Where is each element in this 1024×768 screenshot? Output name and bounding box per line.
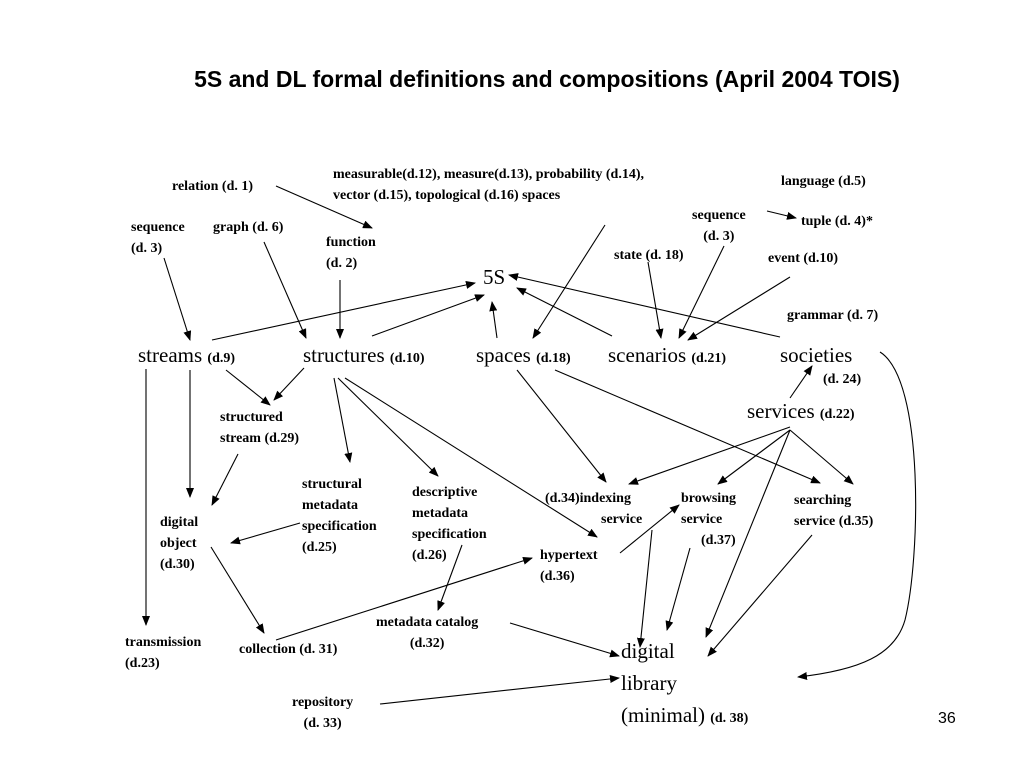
node-collection — [239, 639, 337, 660]
searching-line-1: searching — [794, 493, 852, 508]
node-structural-metadata — [302, 474, 377, 558]
arrow-metadata-catalog-to-digital-library — [510, 623, 619, 656]
node-indexing-service — [545, 488, 642, 530]
arrow-structures-to-structured-stream — [274, 368, 304, 400]
node-browsing-service — [681, 488, 736, 551]
digital-object-line-3: (d.30) — [160, 557, 195, 572]
arrow-streams-to-structured-stream — [226, 370, 270, 405]
node-descriptive-metadata — [412, 482, 487, 566]
tuple-label: tuple (d. 4)* — [801, 214, 873, 229]
metadata-catalog-line-1: metadata catalog — [376, 615, 479, 630]
arrow-sequence-to-language — [767, 211, 796, 218]
node-language — [781, 171, 866, 192]
indexing-line-2: service — [601, 512, 643, 527]
sequence-left-line-2: (d. 3) — [131, 241, 163, 256]
descriptive-md-line-4: (d.26) — [412, 548, 447, 563]
structural-md-line-1: structural — [302, 477, 362, 492]
spaces-def: (d.18) — [536, 351, 571, 366]
descriptive-md-line-1: descriptive — [412, 485, 478, 500]
node-repository — [292, 692, 353, 734]
function-line-1: function — [326, 235, 376, 250]
node-measurable-spaces — [333, 164, 644, 206]
node-societies — [780, 340, 852, 370]
node-hypertext — [540, 545, 598, 587]
transmission-line-2: (d.23) — [125, 656, 160, 671]
arrow-state-to-scenarios — [648, 262, 661, 338]
digital-object-line-1: digital — [160, 515, 199, 530]
arrow-event-to-scenarios — [688, 277, 790, 340]
structures-name: structures — [303, 343, 385, 367]
dl-def: (d. 38) — [710, 711, 749, 726]
node-scenarios — [608, 340, 726, 374]
node-searching-service — [794, 490, 873, 532]
dl-line-2: library — [621, 671, 677, 695]
browsing-line-1: browsing — [681, 491, 736, 506]
event-label: event (d.10) — [768, 251, 838, 266]
transmission-line-1: transmission — [125, 635, 202, 650]
node-state — [614, 245, 684, 266]
node-relation — [172, 176, 253, 197]
structural-md-line-4: (d.25) — [302, 540, 337, 555]
searching-line-2: service (d.35) — [794, 514, 874, 529]
arrow-spaces-to-5s — [492, 302, 497, 338]
node-tuple — [801, 211, 873, 232]
digital-object-line-2: object — [160, 536, 197, 551]
arrow-sequence-left-to-streams — [164, 258, 190, 340]
language-label: language (d.5) — [781, 174, 866, 189]
spaces-name: spaces — [476, 343, 531, 367]
node-sequence-left — [131, 217, 185, 259]
arrow-services-to-societies — [790, 366, 812, 398]
node-digital-object — [160, 512, 198, 575]
node-structured-stream — [220, 407, 299, 449]
arrow-repository-to-digital-library — [380, 678, 619, 704]
browsing-line-3: (d.37) — [701, 533, 736, 548]
services-def: (d.22) — [819, 407, 855, 422]
scenarios-name: scenarios — [608, 343, 687, 367]
sequence-left-line-1: sequence — [131, 220, 185, 235]
slide-title: 5S and DL formal definitions and compositions (April 2004 TOIS) — [194, 66, 900, 92]
arrow-structures-to-structural-md — [334, 378, 350, 462]
arrow-indexing-to-digital-library — [640, 530, 652, 647]
dl-line-3-wrap — [621, 699, 748, 735]
function-line-2: (d. 2) — [326, 256, 358, 271]
streams-name: streams — [138, 343, 203, 367]
node-grammar — [787, 305, 878, 326]
page-number: 36 — [938, 710, 956, 727]
node-metadata-catalog — [376, 612, 478, 654]
arrow-structured-stream-to-digital-object — [212, 454, 238, 505]
hypertext-line-2: (d.36) — [540, 569, 575, 584]
arrow-digital-object-to-collection — [211, 547, 264, 633]
dl-line-3: (minimal) — [621, 703, 705, 727]
repository-line-1: repository — [292, 695, 354, 710]
structured-stream-line-1: structured — [220, 410, 283, 425]
node-event — [768, 248, 838, 269]
node-5s — [483, 262, 505, 292]
descriptive-md-line-2: metadata — [412, 506, 468, 521]
repository-line-2: (d. 33) — [303, 716, 342, 731]
structures-def: (d.10) — [389, 351, 425, 366]
services-name: services — [747, 399, 815, 423]
arrow-structural-md-to-digital-object — [231, 523, 300, 543]
node-transmission — [125, 632, 201, 674]
arrow-streams-to-5s — [212, 283, 475, 340]
state-label: state (d. 18) — [614, 248, 684, 263]
relation-label: relation (d. 1) — [172, 179, 254, 194]
arrow-societies-to-5s — [509, 275, 780, 337]
node-streams — [138, 340, 235, 374]
collection-label: collection (d. 31) — [239, 642, 338, 657]
descriptive-md-line-3: specification — [412, 527, 487, 542]
arrow-browsing-to-digital-library — [667, 548, 690, 630]
arrow-measurable-to-spaces — [533, 225, 605, 338]
structured-stream-line-2: stream (d.29) — [220, 431, 300, 446]
graph-label: graph (d. 6) — [213, 220, 284, 235]
arrow-spaces-to-indexing — [517, 370, 606, 482]
arrow-sequence-right-to-scenarios — [679, 246, 724, 338]
metadata-catalog-line-2: (d.32) — [409, 636, 445, 651]
5s-label: 5S — [483, 265, 506, 289]
societies-name: societies — [780, 343, 853, 367]
structural-md-line-3: specification — [302, 519, 377, 534]
node-spaces — [476, 340, 571, 374]
structural-md-line-2: metadata — [302, 498, 358, 513]
node-societies-def — [823, 369, 861, 390]
sequence-right-line-1: sequence — [692, 208, 746, 223]
streams-def: (d.9) — [207, 351, 236, 366]
measurable-line-1: measurable(d.12), measure(d.13), probability (d.14), — [333, 167, 644, 182]
node-graph — [213, 217, 283, 238]
arrow-graph-to-structures — [264, 242, 306, 338]
arrow-services-to-searching — [790, 430, 853, 484]
grammar-label: grammar (d. 7) — [787, 308, 879, 323]
browsing-line-2: service — [681, 512, 723, 527]
indexing-line-1: (d.34)indexing — [545, 491, 631, 506]
hypertext-line-1: hypertext — [540, 548, 598, 563]
node-services — [747, 396, 855, 430]
node-structures — [303, 340, 425, 374]
societies-def: (d. 24) — [823, 372, 862, 387]
dl-line-1: digital — [621, 639, 675, 663]
node-sequence-right — [692, 205, 746, 247]
node-digital-library — [621, 635, 748, 735]
scenarios-def: (d.21) — [691, 351, 727, 366]
node-function — [326, 232, 376, 274]
measurable-line-2: vector (d.15), topological (d.16) spaces — [333, 188, 561, 203]
sequence-right-line-2: (d. 3) — [703, 229, 735, 244]
